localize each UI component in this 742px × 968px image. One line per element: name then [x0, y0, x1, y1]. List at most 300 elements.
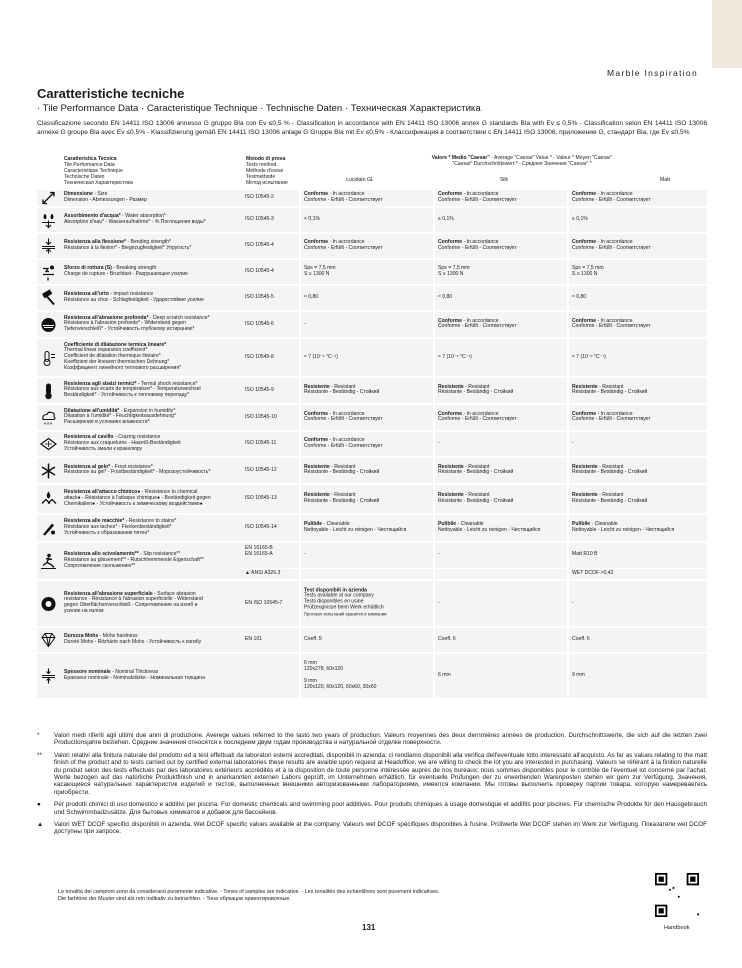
characteristic-text: Tiefenverschleiß* - Устойчивость глубокому истиранию* — [64, 326, 195, 333]
footnote — [37, 801, 707, 816]
value-text: 6 mm — [304, 660, 317, 667]
value-cell — [304, 240, 432, 252]
characteristic-bold: Dimensione — [64, 191, 93, 198]
header-finish-matt: Matt — [660, 177, 670, 183]
value-cell — [438, 319, 566, 331]
value-cell — [572, 217, 700, 223]
value-cell: Matt R10 B — [572, 551, 598, 557]
test-method — [245, 601, 300, 607]
characteristic-name — [64, 240, 244, 252]
column-separator — [433, 458, 435, 483]
table-row — [37, 543, 707, 579]
value-text: Résistante - Beständig - Стойкий — [572, 469, 648, 476]
header-finish-silk: Silk — [499, 177, 509, 183]
value-bold: Conforme — [572, 239, 597, 246]
column-separator — [567, 378, 569, 403]
value-bold: Resistente — [572, 383, 598, 390]
column-separator — [433, 260, 435, 284]
value-text: Résistante - Beständig - Стойкий — [438, 498, 514, 504]
value-text: Nettoyable - Leicht zu reinigen - Чистящийся — [438, 527, 541, 533]
value-text: Conforme - Erfüllt - Соответствует — [304, 245, 383, 251]
table-row — [37, 260, 707, 284]
method-text: ISO 10545-4 — [245, 268, 274, 275]
characteristic-bold: Resistenza agli sbalzi termici* — [64, 380, 137, 387]
value-bold: Pulibile — [304, 521, 323, 528]
value-bold: Resistente — [438, 383, 464, 390]
footnote-text: Valori medi riferiti agli ultimi due anni di produzione. Averege values referred to the lasto two years of production. Valeurs moyennes des deux dernmières années de production. Durchschnittswerte, die sich auf die letzten zwei Productionsjahre beziehen. Средние значения относятся к последним двум годам производства и натуральной отделке поверхности. — [54, 732, 707, 747]
characteristic-name — [64, 266, 244, 278]
column-separator — [433, 234, 435, 258]
column-separator — [433, 485, 435, 513]
value-text: - — [438, 440, 440, 447]
characteristic-text: - Crazing resistance — [113, 434, 161, 441]
value-text: Résistante - Beständig - Стойкий — [304, 389, 380, 396]
value-cell — [438, 192, 566, 204]
value-text: - — [438, 599, 440, 606]
characteristic-bold: Resistenza allo scivolamento** — [64, 551, 139, 558]
characteristic-text: Коэффициент линейного теплового расширения* — [64, 365, 182, 372]
characteristic-text: Устойчивость к образованию пятен* — [64, 529, 150, 536]
value-text: - Resistant — [597, 383, 624, 390]
value-text: Coeff. 5 — [304, 636, 322, 643]
value-text: - In accordance — [596, 239, 633, 246]
column-separator — [567, 208, 569, 232]
value-cell — [438, 355, 566, 361]
header-line: Tile Performance Data — [64, 162, 115, 168]
value-cell: - — [304, 551, 306, 557]
value-text: Résistante - Beständig - Стойкий — [438, 469, 514, 476]
value-text: - In accordance — [596, 317, 633, 324]
value-bold: Resistente — [572, 463, 598, 470]
column-separator — [299, 654, 301, 698]
breaking-strength-icon — [40, 264, 57, 281]
value-text: 120x120, 60x120, 60x60, 30x60 — [304, 683, 377, 690]
value-bold: Conforme — [438, 191, 463, 198]
column-separator — [433, 378, 435, 403]
value-bold: Conforme — [438, 317, 463, 324]
column-separator — [567, 628, 569, 652]
characteristic-text: - Termal shock resistance* — [136, 380, 198, 387]
value-cell — [438, 295, 566, 301]
characteristic-text: - Resistance to stains* — [124, 518, 177, 525]
value-cell — [304, 637, 432, 643]
value-text: ≤ 0,1% — [572, 216, 588, 223]
method-text: EN 16165-B — [245, 545, 273, 551]
value-cell — [438, 465, 566, 477]
value-text: - Resistant — [329, 383, 356, 390]
value-cell — [438, 240, 566, 252]
value-bold: Resistente — [438, 492, 464, 499]
characteristic-text: Absorption d'eau* - Wasseraufnahme* - % Поглощения воды* — [64, 219, 206, 225]
thickness-icon — [40, 668, 57, 685]
value-cell — [572, 266, 700, 278]
characteristic-name — [64, 382, 244, 400]
test-method — [245, 322, 300, 328]
value-cell — [572, 295, 700, 301]
value-text: - In accordance — [462, 191, 499, 198]
test-method — [245, 468, 300, 474]
method-text: EN 16165-A — [245, 550, 273, 557]
value-cell — [304, 522, 432, 534]
characteristic-name — [64, 592, 244, 616]
value-text: ≤ 0,1% — [438, 216, 454, 223]
column-separator — [567, 432, 569, 456]
characteristic-text: Résistance aux craquelures - Haarriß-Beständigkeit — [64, 440, 181, 447]
footnotes — [37, 732, 707, 841]
value-text: - Resistant — [597, 492, 624, 499]
value-cell — [304, 355, 432, 361]
surface-abrasion-icon — [40, 595, 57, 612]
value-text: - In accordance — [462, 410, 499, 417]
table-row — [37, 190, 707, 206]
table-row — [37, 286, 707, 310]
frost-icon — [40, 462, 57, 479]
value-text: ≈ 0,80 — [572, 294, 587, 301]
value-text: Conforme - Erfüllt - Соответствует — [304, 197, 383, 203]
value-text: ≈ 7 (10⁻⁶ °C⁻¹) — [304, 353, 338, 360]
classification-text: Classificazione secondo EN 14411 ISO 13006 annesso G gruppo Bla con Ev ≤0,5 % - Classification in accordance with EN 14411 ISO 13006 annex G standards Bla with Ev ≤ 0,5% - Classification selon EN 14411 ISO 13006 annexe G groupe Bla avec Ev ≤0,5% - Klassifizierung gemäß EN 14411 ISO 13006 anlage G Gruppe Bla mit Ev ≤0,5% - Классификация в соответствии с EN 14411 ISO 13006, приложение G, стандарт Bla, где Ev ≤0,5% — [37, 120, 707, 136]
thermal-expansion-icon — [40, 349, 57, 366]
header-line: Méthode d'essai — [246, 168, 283, 174]
value-text: - Cleanable — [456, 521, 484, 528]
method-text: EN 101 — [245, 636, 262, 643]
value-cell — [572, 240, 700, 252]
column-separator — [433, 628, 435, 652]
footnote-marker: ● — [37, 801, 41, 809]
value-text: - In accordance — [328, 239, 365, 246]
value-text: Prüfzeugnisse beim Werk erhältlich — [304, 604, 384, 611]
footnote-text: Valori WET DCOF specifici disponibili in azienda. Wet DCOF specific values available at the company. Valeurs wet DCOF spécifiques disponibles à l'usine. Prüfwerte Wet DCOF stehen im Werk zur Verfügung. Показатели wet DCOF доступны при запросе. — [54, 821, 707, 836]
value-text: Conforme - Erfüllt - Соответствует — [572, 416, 651, 423]
characteristic-bold: Resistenza al cavillo — [64, 434, 114, 441]
value-cell — [572, 673, 700, 679]
value-cell — [572, 385, 700, 397]
header-value-bold: Valore * Medio "Caesar" — [431, 155, 490, 161]
test-method — [245, 217, 300, 223]
value-cell — [304, 322, 432, 328]
footnote-marker: ** — [37, 751, 42, 759]
column-separator — [567, 234, 569, 258]
value-bold: Conforme — [304, 410, 329, 417]
characteristic-bold: Resistenza all'attacco chimico● — [64, 489, 141, 496]
impact-resistance-icon — [40, 290, 57, 307]
table-row — [37, 485, 707, 513]
characteristic-bold: Spessore nominale — [64, 669, 111, 676]
value-text: - In accordance — [462, 239, 499, 246]
column-separator — [433, 208, 435, 232]
table-row — [37, 339, 707, 376]
header-value — [367, 155, 677, 167]
method-text: EN ISO 10545-7 — [245, 599, 283, 606]
value-text: Conforme - Erfüllt - Соответствует — [438, 416, 517, 423]
characteristic-bold: Resistenza all'urto — [64, 291, 109, 298]
characteristic-text: Сопротивление скольжению** — [64, 562, 136, 569]
value-cell — [438, 441, 566, 447]
characteristic-text: Résistance à la flexion* - Biegezugfestigkeit* Упругость* — [64, 245, 192, 251]
footnote — [37, 752, 707, 796]
corner-tab — [712, 0, 742, 68]
value-text: 9 mm — [304, 677, 317, 684]
characteristic-name — [64, 192, 244, 204]
header-line: Testmethode — [246, 174, 276, 180]
characteristic-bold: Assorbimento d'acqua* — [64, 213, 121, 220]
value-text: 9 mm — [572, 672, 585, 679]
column-separator — [567, 339, 569, 376]
value-bold: Resistente — [572, 492, 598, 499]
footnote-text: Per prodotti chimici di uso domestico e additivi per piscina. For domestic chemicals and swimming pool additives. Pour produits chimiques à usage domestique et addifits pour piscines. Für chemische Produkte für den Hausgebrauch und Schwimmbadzusätze. Для бытовых химикатов и добавок для бассейнов. — [54, 801, 707, 816]
characteristic-text: - Expansion in humidity* — [119, 407, 176, 414]
characteristic-text: - Bending strength* — [126, 239, 172, 246]
value-text: S ≥ 1300 N — [572, 271, 598, 277]
characteristic-text: - Resistance to chemical — [140, 489, 198, 496]
test-method — [245, 546, 300, 558]
header-line: Caratteristica Tecnica — [64, 156, 117, 162]
value-text: - Cleanable — [590, 521, 618, 528]
value-cell — [572, 465, 700, 477]
footnote-marker: ▲ — [37, 821, 44, 829]
value-text: < 0,1% — [304, 216, 321, 223]
value-bold: Resistente — [304, 492, 330, 499]
value-cell — [438, 637, 566, 643]
test-method — [245, 496, 300, 502]
value-text: Résistante - Beständig - Стойкий — [438, 389, 514, 396]
characteristic-text: Résistance à l'abrasion profonde* - Widerstand gegen — [64, 320, 186, 327]
characteristic-text: Coefficient de dilatation thermique linéaire* — [64, 353, 161, 360]
characteristic-text: - Nominal Thickness — [110, 669, 159, 676]
value-text: Nettoyable - Leicht zu reinigen - Чистящийся — [304, 527, 407, 533]
test-method — [245, 637, 300, 643]
column-separator — [567, 543, 569, 579]
value-text: Tests available at our company — [304, 593, 374, 600]
value-text: S ≥ 1300 N — [304, 271, 330, 277]
test-method — [245, 388, 300, 394]
value-bold: Pulibile — [438, 521, 457, 528]
characteristic-bold: Sforzo di rottura (S) — [64, 265, 112, 272]
bending-strength-icon — [40, 238, 57, 255]
characteristic-text: attack● - Résistance à l'attaque chimique● - Beständigkeit gegen — [64, 495, 211, 502]
table-row — [37, 432, 707, 456]
value-text: Résistante - Beständig - Стойкий — [572, 498, 648, 504]
value-bold: Conforme — [572, 317, 597, 324]
characteristic-text: Устойчивость эмали к кракелюру — [64, 445, 143, 452]
method-text: ISO 10545-14 — [245, 524, 277, 531]
value-text: Sps = 7,5 mm — [572, 265, 604, 272]
characteristic-text: Epaisseur nominale - Nominalstärke - Номинальная толщина — [64, 675, 205, 681]
value-text: - Resistant — [329, 492, 356, 499]
page-number: 131 — [362, 923, 376, 932]
column-separator — [567, 458, 569, 483]
value-bold: Test disponibili in azienda — [304, 587, 368, 594]
value-text: S ≥ 1300 N — [438, 271, 464, 277]
value-text: Résistante - Beständig - Стойкий — [572, 389, 648, 396]
humidity-expansion-icon — [40, 409, 57, 426]
characteristic-bold: Resistenza all'abrasione superficiale — [64, 590, 153, 597]
column-separator — [567, 654, 569, 698]
value-text: - In accordance — [596, 191, 633, 198]
value-cell: WET DCOF >0,42 — [572, 570, 614, 577]
column-separator — [567, 286, 569, 310]
header-line: Caracteristique Technique — [64, 168, 123, 174]
characteristic-name — [64, 519, 244, 537]
value-text: - — [304, 320, 306, 327]
value-bold: Conforme — [304, 191, 329, 198]
value-text: Conforme - Erfüllt - Соответствует — [572, 323, 651, 330]
column-separator — [433, 654, 435, 698]
method-text: ISO 10545-11 — [245, 440, 277, 447]
table-row — [37, 208, 707, 232]
method-text: ISO 10545-2 — [245, 194, 274, 201]
characteristic-name — [64, 292, 244, 304]
page-title: Caratteristiche tecniche — [37, 86, 185, 101]
footer-disclaimer — [58, 889, 439, 902]
value-cell — [572, 412, 700, 424]
value-bold: Conforme — [304, 437, 329, 444]
value-cell — [572, 601, 700, 607]
header-line: Техническая Характеристика — [64, 180, 133, 186]
test-method — [245, 441, 300, 447]
characteristic-text: Résistance au glissement** - Rutschhemmende Eigenschaft** — [64, 557, 204, 564]
characteristic-text: Dureté Mohs - Ritzhärte nach Mohs - Устойчивость к изгибу — [64, 639, 202, 645]
column-separator — [433, 190, 435, 206]
test-method — [245, 415, 300, 421]
value-cell — [438, 601, 566, 607]
table-row — [37, 581, 707, 626]
column-separator — [567, 190, 569, 206]
value-text: - In accordance — [596, 410, 633, 417]
characteristic-text: - Water absorption* — [120, 213, 166, 220]
handbook-label: Handbook — [664, 925, 690, 931]
characteristic-bold: Resistenza alle macchie* — [64, 518, 125, 525]
column-separator — [567, 515, 569, 541]
value-text: - In accordance — [328, 191, 365, 198]
characteristic-bold: Resistenza alla flessione* — [64, 239, 127, 246]
characteristic-text: Расширение в условиях влажности* — [64, 419, 150, 426]
characteristic-name — [64, 343, 244, 373]
value-bold: Conforme — [438, 410, 463, 417]
characteristic-bold: Durezza Mohs — [64, 633, 99, 640]
value-cell — [438, 412, 566, 424]
header-line: Метод испытания — [246, 180, 288, 186]
column-separator — [433, 312, 435, 337]
value-text: Conforme - Erfüllt - Соответствует — [438, 323, 517, 330]
value-text: - Resistant — [463, 383, 490, 390]
stain-icon — [40, 520, 57, 537]
characteristic-text: - Mohs hardness — [98, 633, 138, 640]
slip-resistance-icon — [40, 553, 57, 570]
table-row — [37, 628, 707, 652]
value-text: Conforme - Erfüllt - Соответствует — [572, 197, 651, 203]
column-separator — [567, 260, 569, 284]
characteristic-text: Dilatation à l'umidité* - Feuchtigkeitsausdehnung* — [64, 413, 176, 420]
characteristic-text: Résistance au choc - Schlagfestigkeit - Ударостойкие усилие — [64, 297, 204, 303]
value-text: ≈ 7 (10⁻⁶ °C⁻¹) — [572, 353, 606, 360]
value-cell — [304, 385, 432, 397]
page-subtitle: · Tile Performance Data · Caracteristique Technique · Technische Daten · Техническая Характеристика — [37, 103, 481, 114]
test-method — [245, 295, 300, 301]
characteristic-text: - Size — [92, 191, 108, 198]
value-text: Conforme - Erfüllt - Соответствует — [572, 245, 651, 251]
value-text: Протокол испытаний хранится в компании — [304, 611, 387, 617]
value-text: Conforme - Erfüllt - Соответствует — [438, 245, 517, 251]
test-method — [245, 195, 300, 201]
value-text: Résistante - Beständig - Стойкий — [304, 498, 380, 504]
column-separator — [433, 515, 435, 541]
value-cell — [572, 493, 700, 505]
footnote — [37, 821, 707, 836]
value-cell — [304, 295, 432, 301]
value-bold: Resistente — [304, 463, 330, 470]
footnote-text: Valori relativi alla finitura naturale del prodotto ed a test effettuati da laboratori esterni accreditati, disponibili in azienda; ci rendiamo disponibili alla verifica dell'eventuale lotto interessato all'acquisto. As far as values relating to the matt finish of the product and to tests carried out by certified external laboratories these results are avaible upon request at Headoffice, we are willing to check the lot you are interested in purchasing. Valeurs se référant à la finition naturelle du produit selon des tests effectués par des laboratoires extérieurs accrédités et à la disposition de toute personne intéressée auprès de nos bureaux; nous sommes disponibles pour le contrôle de l'éventuel lot concerné par l'achat. Werte bezogen auf das natürliche Produktfinish und in anerkannten externen Labors geprüft, im Unternehmen erhältlich; für eventuelle Prüfungen der zu erwerbenden Warenposten stehen wir gern zur Verfügung. Значения, касающиеся натуральных характеристик изделий и тестов, выполненных внешними авторизованными лабораториями, имеются компании. Мы готовы выполнить проверку партии товара, которую намереваетесь приобрести. — [54, 751, 707, 796]
characteristic-name — [64, 316, 244, 334]
footnote-marker: * — [37, 732, 40, 739]
method-text: ISO 10545-4 — [245, 242, 274, 249]
characteristic-text: усилие на излом — [64, 608, 104, 615]
characteristic-bold: Resistenza al gelo* — [64, 463, 111, 470]
value-cell — [572, 355, 700, 361]
mohs-hardness-icon — [40, 632, 57, 649]
thermal-shock-icon — [40, 382, 57, 399]
crazing-icon — [40, 436, 57, 453]
value-text: 120x278, 60x120 — [304, 666, 344, 673]
value-cell — [304, 266, 432, 278]
value-text: - In accordance — [328, 410, 365, 417]
value-cell — [438, 522, 566, 534]
value-cell — [438, 493, 566, 505]
value-cell — [304, 192, 432, 204]
value-cell — [304, 465, 432, 477]
characteristic-bold: Resistenza all'abrasione profonda* — [64, 314, 149, 321]
test-method — [245, 525, 300, 531]
header-value-rest: - Average "Caesar" Value * - Valeur * Moyen "Caesar" — [489, 155, 613, 161]
footer-line: Die farbtöne der Muster sind als rein indikativ zu betrachten. - Тона образцов ориентировочные. — [58, 895, 291, 902]
value-bold: Resistente — [304, 383, 330, 390]
value-cell — [572, 192, 700, 204]
value-text: Sps = 7,5 mm — [438, 265, 470, 272]
value-bold: Conforme — [304, 239, 329, 246]
value-text: Résistante - Beständig - Стойкий — [304, 469, 380, 476]
value-bold: Conforme — [572, 410, 597, 417]
qr-code-icon[interactable] — [655, 873, 699, 917]
header-line: Tests method — [246, 162, 277, 168]
footer-line: Le tonalità dei campioni sono da considerarsi puramente indicative. - Tones of samples are indicative. - Les tonalités des echantillons sont purement indicatives. — [58, 889, 440, 895]
characteristic-text: gegen Oberflächenverschleiß - Сопротивление на изгиб и — [64, 602, 198, 609]
column-separator — [567, 312, 569, 337]
method-text: ISO 10545-12 — [245, 466, 277, 473]
characteristic-name — [64, 670, 244, 682]
characteristic-text: - Slip resistance** — [138, 551, 181, 558]
characteristic-text: - Frost resistance* — [110, 463, 153, 470]
header-value-line2: "Caesar" Durchschnittswert * - Среднее Значение "Caesar" * — [452, 161, 592, 167]
test-method — [245, 269, 300, 275]
characteristic-text: Charge de rupture - Bruchlast - Разрушающее усилие — [64, 271, 188, 277]
chemical-attack-icon — [40, 491, 57, 508]
value-cell — [438, 673, 566, 679]
table-row — [37, 378, 707, 403]
characteristic-name — [64, 634, 244, 646]
characteristic-text: - Impact resistance — [108, 291, 154, 298]
method-text: ISO 10545-5 — [245, 294, 274, 301]
brand-label: Marble Inspiration — [607, 68, 698, 78]
table-header — [37, 154, 707, 190]
performance-table — [37, 190, 707, 700]
value-cell — [304, 493, 432, 505]
characteristic-text: Koeffizient der linearen thermischen Dehnung* — [64, 359, 170, 366]
value-text: 6 mm — [438, 672, 451, 679]
value-text: - In accordance — [462, 317, 499, 324]
characteristic-text: Résistance aux taches* - Fleckenbeständigkeit* — [64, 524, 172, 531]
header-characteristic — [64, 156, 244, 186]
value-cell — [304, 661, 432, 691]
